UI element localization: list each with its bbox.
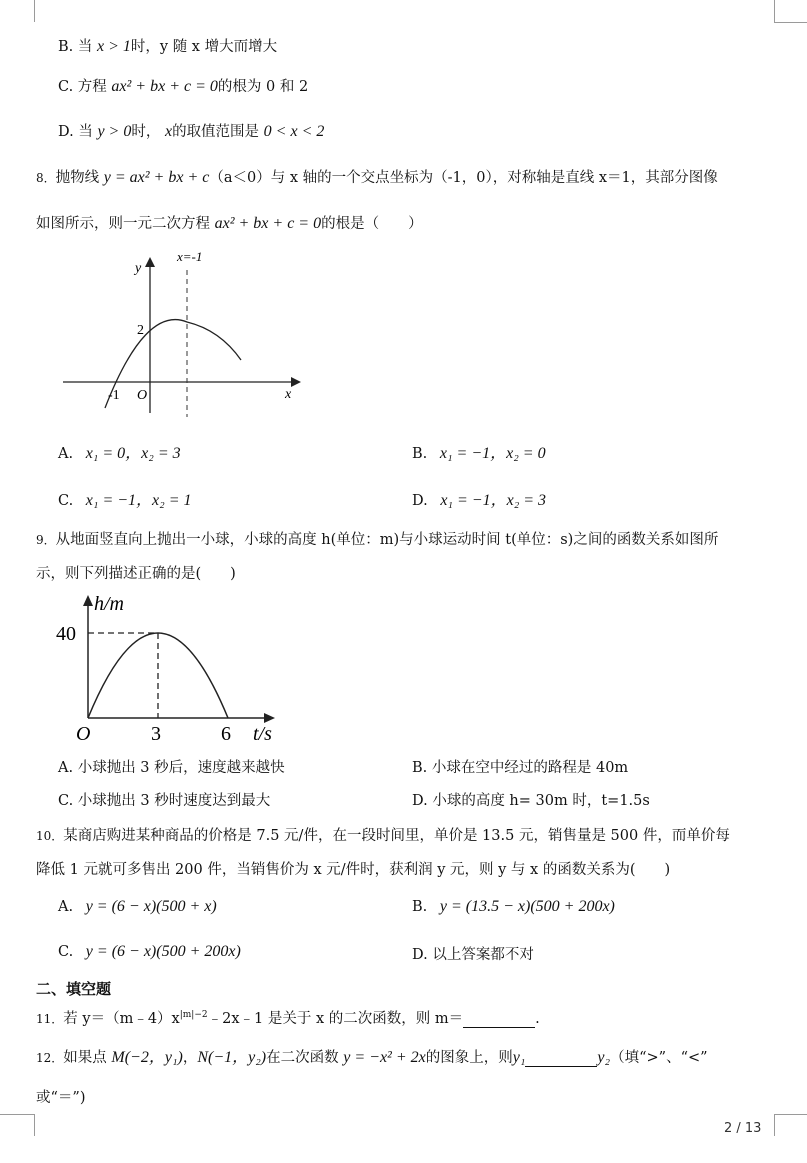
question-text: 的图象上，则 <box>425 1050 513 1066</box>
q10-option-d: D. 以上答案都不对 <box>412 947 534 963</box>
math-expression: x₁ = −1，x₂ = 0 <box>439 445 546 462</box>
q8-option-a <box>58 440 181 463</box>
label-x-axis-line: x=-1 <box>177 249 203 264</box>
math-expression: y = (6 − x)(500 + 200x) <box>85 943 241 960</box>
q8-option-c <box>58 487 192 510</box>
math-expression: M(−2，y₁) <box>111 1049 183 1066</box>
math-expression: y₂ <box>597 1049 611 1066</box>
question-text: ﹣2x﹣1 是关于 x 的二次函数，则 m＝ <box>207 1011 464 1027</box>
x-axis-arrow <box>291 377 301 387</box>
label-2: 2 <box>137 323 144 338</box>
option-label: C. <box>58 493 74 509</box>
math-expression: x₁ = 0，x₂ = 3 <box>85 445 181 462</box>
question-number: 12． <box>36 1051 64 1065</box>
q8-stem-line1 <box>36 166 718 187</box>
option-label: A. <box>58 899 74 915</box>
math-expression: x > 1 <box>96 38 131 55</box>
math-expression: ax² + bx + c = 0 <box>214 215 322 232</box>
question-text: ， <box>182 1050 198 1066</box>
parabola-curve <box>105 320 241 408</box>
crop-mark-bottom-right <box>774 1114 775 1136</box>
math-expression: y₁ <box>512 1049 526 1066</box>
math-expression: y = (6 − x)(500 + x) <box>85 898 217 915</box>
math-expression: 0 < x < 2 <box>263 123 325 140</box>
label-h: h/m <box>94 593 124 615</box>
option-label: C. <box>58 79 74 95</box>
option-label: C. <box>58 944 74 960</box>
q9-stem-line1 <box>36 528 718 549</box>
q11 <box>36 1007 540 1028</box>
option-text: 的取值范围是 <box>172 124 260 140</box>
q9-option-c: C. 小球抛出 3 秒时速度达到最大 <box>58 793 271 809</box>
label-origin: O <box>76 723 91 745</box>
page-number: 2 / 13 <box>724 1121 762 1136</box>
q7-option-c <box>58 75 308 96</box>
question-text: （填“>”、“<” <box>610 1050 708 1066</box>
crop-mark-top-right-h <box>774 22 807 23</box>
answer-blank[interactable] <box>525 1052 597 1067</box>
math-expression: x₁ = −1，x₂ = 1 <box>85 492 192 509</box>
q9-option-d: D. 小球的高度 h= 30m 时，t=1.5s <box>412 793 650 809</box>
label-neg1: -1 <box>108 388 120 403</box>
option-text: 时，y 随 x 增大而增大 <box>130 39 278 55</box>
math-expression: y = (13.5 − x)(500 + 200x) <box>439 898 615 915</box>
question-text: 若 y＝（m﹣4）x <box>63 1011 180 1027</box>
answer-blank[interactable] <box>463 1013 535 1028</box>
q12-line1 <box>36 1044 708 1067</box>
q8-parabola-graph <box>55 245 315 420</box>
q10-option-b <box>412 898 615 916</box>
label-6: 6 <box>221 723 231 745</box>
question-text: 在二次函数 <box>266 1050 339 1066</box>
q8-stem-line2 <box>36 212 423 233</box>
crop-mark-bottom-right-h <box>774 1114 807 1115</box>
question-text: 如图所示，则一元二次方程 <box>36 216 210 232</box>
question-number: 9． <box>36 533 56 547</box>
option-text: 的根为 0 和 2 <box>217 79 309 95</box>
math-expression: x₁ = −1，x₂ = 3 <box>440 492 547 509</box>
question-text: . <box>535 1011 540 1027</box>
q9-option-a: A. 小球抛出 3 秒后，速度越来越快 <box>58 760 285 776</box>
q8-option-b <box>412 440 546 463</box>
math-expression: y = −x² + 2x <box>343 1049 426 1066</box>
q9-option-b: B. 小球在空中经过的路程是 40m <box>412 760 629 776</box>
crop-mark-bottom-left <box>34 1114 35 1136</box>
option-label: B. <box>412 899 428 915</box>
option-label: D. <box>412 493 428 509</box>
option-text: 当 <box>77 39 93 55</box>
math-expression: y > 0 <box>97 123 132 140</box>
option-text: 方程 <box>77 79 107 95</box>
question-text: 某商店购进某种商品的价格是 7.5 元/件，在一段时间里，单价是 13.5 元，销售量是 500 件，而单价每 <box>63 828 730 844</box>
math-expression: N(−1，y₂) <box>197 1049 267 1066</box>
option-text: 时， <box>131 124 161 140</box>
q10-option-c <box>58 943 241 961</box>
section-title: 二、填空题 <box>36 980 112 998</box>
h-axis-arrow <box>83 595 93 606</box>
q12-line2: 或“＝”) <box>36 1090 86 1106</box>
q10-stem-line2 <box>36 858 670 879</box>
label-40: 40 <box>56 623 76 645</box>
q7-option-b <box>58 35 277 56</box>
label-x: x <box>285 387 292 402</box>
question-text: 降低 1 元就可多售出 200 件，当销售价为 x 元/件时，获利润 y 元，则 y 与 x 的函数关系为( ) <box>36 862 671 878</box>
option-label: D. <box>58 124 74 140</box>
exponent: |m|−2 <box>179 1010 208 1021</box>
crop-mark-top-left <box>34 0 35 22</box>
q9-stem-line2 <box>36 562 236 583</box>
option-label: B. <box>412 446 428 462</box>
question-text: 从地面竖直向上抛出一小球，小球的高度 h(单位：m)与小球运动时间 t(单位：s)之间的函数关系如图所 <box>55 532 719 548</box>
crop-mark-top-right <box>774 0 775 22</box>
label-origin: O <box>137 388 148 403</box>
question-number: 8． <box>36 171 56 185</box>
crop-mark-bottom-left-h <box>0 1114 34 1115</box>
q10-option-a <box>58 898 217 916</box>
t-axis-arrow <box>264 713 275 723</box>
q10-stem-line1 <box>36 824 730 845</box>
math-expression: ax² + bx + c = 0 <box>111 78 218 95</box>
question-text: 如果点 <box>63 1050 107 1066</box>
question-text: 示，则下列描述正确的是( ) <box>36 566 236 582</box>
y-axis-arrow <box>145 257 155 267</box>
question-number: 11． <box>36 1012 64 1026</box>
q7-option-d <box>58 120 324 141</box>
option-label: A. <box>58 446 74 462</box>
question-text: （a＜0）与 x 轴的一个交点坐标为（-1，0），对称轴是直线 x＝1，其部分图像 <box>209 170 718 186</box>
question-text: 抛物线 <box>55 170 100 186</box>
math-expression: y = ax² + bx + c <box>103 169 210 186</box>
label-t: t/s <box>253 723 272 745</box>
option-text: 当 <box>78 124 93 140</box>
question-number: 10． <box>36 829 64 843</box>
math-expression: x <box>164 123 173 140</box>
question-text: 的根是（ ） <box>321 216 423 232</box>
q9-height-time-graph <box>50 588 300 748</box>
label-y: y <box>135 261 142 276</box>
option-label: B. <box>58 39 74 55</box>
label-3: 3 <box>151 723 161 745</box>
q8-option-d <box>412 487 546 510</box>
